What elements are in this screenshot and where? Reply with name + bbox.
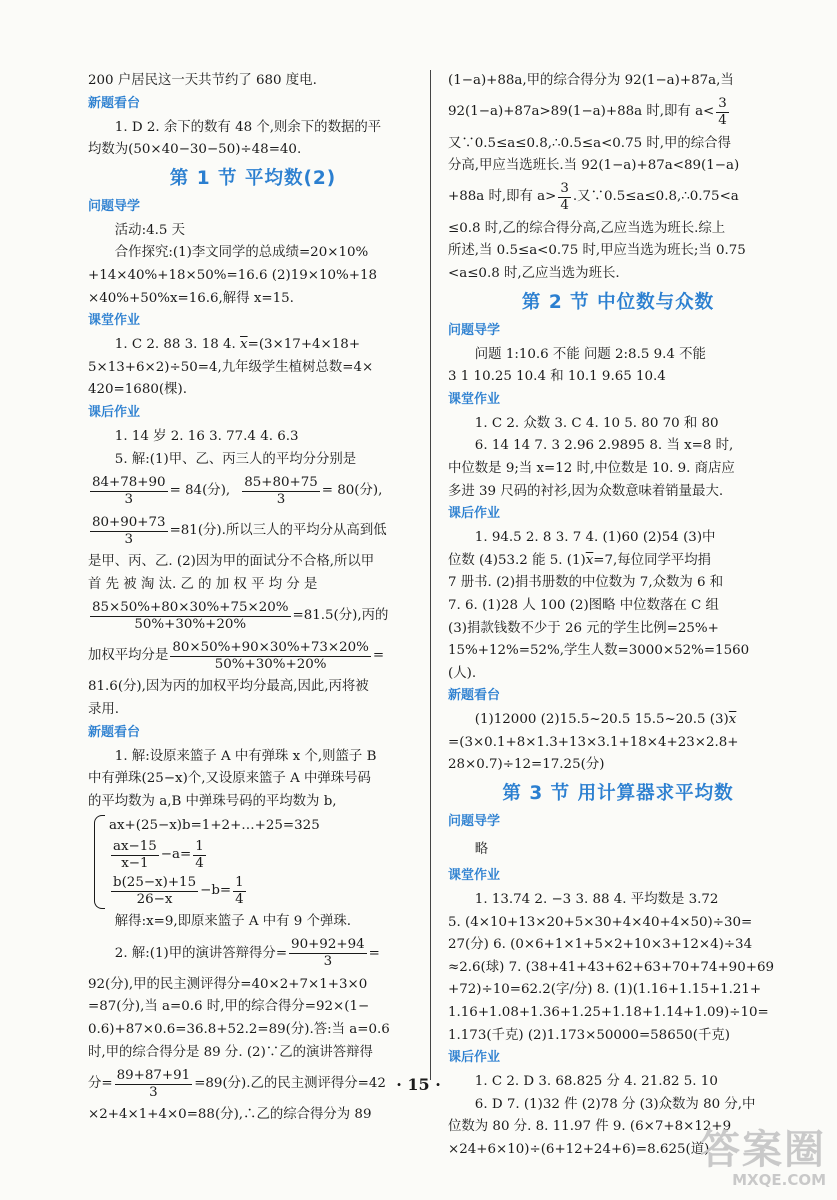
denominator: 3 [124,491,134,507]
numerator: ax−15 [113,838,157,854]
numerator: 90+92+94 [291,937,365,953]
text-line [448,550,788,573]
text-line: 位数为 80 分. 8. 11.97 件 9. (6×7+8×12+9 [448,1119,732,1135]
text-segment: 分= [88,1075,113,1091]
text-line: 又∵0.5≤a≤0.8,∴0.5≤a<0.75 时,甲的综合得 [448,135,731,151]
text-line: 多进 39 尺码的衬衫,因为众数意味着销量最大. [448,483,724,499]
text-segment: +88a 时,即有 a> [448,189,557,205]
watermark-logo [700,1128,826,1188]
text-line: 中位数是 9;当 x=12 时,中位数是 10. 9. 商店应 [448,460,735,476]
text-line: 均数为(50×40−30−50)÷48=40. [88,142,302,158]
numerator: 3 [718,96,727,112]
fraction-line [448,93,788,133]
numerator: 80×50%+90×30%+73×20% [172,639,369,655]
text-segment: = 80(分), [321,482,383,498]
equation [109,837,320,873]
fraction [193,839,206,872]
text-segment: =7,每位同学平均捐 [593,552,712,568]
text-line: 0.6)+87×0.6=36.8+52.2=89(分).答:当 a=0.6 [88,1022,390,1038]
text-line: 所述,当 0.5≤a<0.75 时,甲应当选为班长;当 0.75 [448,243,746,259]
text-line: 的平均数为 a,B 中弹珠号码的平均数为 b, [88,793,337,809]
heading-ketang: 课堂作业 [88,313,141,329]
section-title: 第 3 节 用计算器求平均数 [502,783,734,805]
fraction [233,875,246,908]
denominator: 3 [149,1084,158,1100]
text-line [88,334,418,357]
text-line: +72)÷10=62.2(字/分) 8. (1)(1.16+1.15+1.21+ [448,982,762,998]
text-segment: = [368,945,380,961]
text-line: 1. C 2. D 3. 68.825 分 4. 21.82 5. 10 [474,1074,718,1090]
numerator: 3 [560,181,569,197]
text-line: 420=1680(棵). [88,382,187,398]
denominator: 4 [560,198,569,214]
left-column [88,70,418,1127]
text-line: 7 册书. (2)捐书册数的中位数为 7,众数为 6 和 [448,575,724,591]
denominator: 3 [124,531,134,547]
heading-xintikan: 新题看台 [448,688,501,704]
text-segment: 2. 解:(1)甲的演讲答辩得分= [114,945,288,961]
text-segment: −a= [160,846,192,862]
text-segment: = [372,648,385,664]
fraction [558,181,571,214]
heading-ketang: 课堂作业 [448,391,501,407]
text-line: 28×0.7)÷12=17.25(分) [448,757,605,773]
heading-kehou: 课后作业 [448,1050,501,1066]
text-line: 1. 13.74 2. −3 3. 88 4. 平均数是 3.72 [474,892,719,908]
heading-kehou: 课后作业 [88,404,141,420]
text-line: 活动:4.5 天 [114,222,186,238]
equation [109,873,320,909]
fraction-line [448,178,788,218]
text-line: ×2+4×1+4×0=88(分),∴乙的综合得分为 89 [88,1107,372,1123]
watermark-title: 答案圈 [700,1127,826,1173]
text-line: 81.6(分),因为丙的加权平均分最高,因此,丙将被 [88,679,369,695]
text-segment: .又∵0.5≤a≤0.8,∴0.75<a [572,189,739,205]
text-line: 中有弹珠(25−x)个,又设原来篮子 A 中弹珠号码 [88,771,371,787]
fraction [289,937,367,970]
text-line: 问题 1:10.6 不能 问题 2:8.5 9.4 不能 [474,346,706,362]
denominator: 3 [276,491,286,507]
text-line: 5×13+6×2)÷50=4,九年级学生植树总数=4× [88,359,374,375]
right-column [448,70,788,1162]
text-line: 1. 94.5 2. 8 3. 7 4. (1)60 (2)54 (3)中 [474,530,716,546]
numerator: 1 [235,874,244,890]
text-line: 是甲、丙、乙. (2)因为甲的面试分不合格,所以甲 [88,554,375,570]
mean-symbol: $\overline{x}$ [240,337,248,353]
text-segment: 1. C 2. 88 3. 18 4. [114,337,241,353]
fraction [90,515,168,548]
text-line: 略 [474,842,489,858]
numerator: 84+78+90 [92,474,166,490]
heading-wenti: 问题导学 [448,322,501,338]
heading-ketang: 课堂作业 [448,868,501,884]
text-segment: 92(1−a)+87a>89(1−a)+88a 时,即有 a< [448,104,715,120]
text-line: (3)捐款钱数不少于 26 元的学生比例=25%+ [448,620,719,636]
denominator: 50%+30%+20% [214,656,327,672]
text-line: 3 1 10.25 10.4 和 10.1 9.65 10.4 [448,369,666,385]
text-line: +14×40%+18×50%=16.6 (2)19×10%+18 [88,267,378,283]
text-line: ≈2.6(球) 7. (38+41+43+62+63+70+74+90+69 [448,959,774,975]
equation: ax+(25−x)b=1+2+…+25=325 [109,818,320,834]
fraction [716,96,729,129]
text-line: 5. (4×10+13×20+5×30+4×40+4×50)÷30= [448,914,753,930]
fraction [111,839,159,872]
text-segment: =89(分).乙的民主测评得分=42 [194,1075,386,1091]
numerator: b(25−x)+15 [113,874,197,890]
fraction [242,475,320,508]
denominator: 4 [718,113,727,129]
fraction-line [88,471,418,511]
numerator: 80+90+73 [92,514,166,530]
fraction [170,640,371,673]
page-number: · 15 · [396,1075,441,1094]
text-line: 1.173(千克) (2)1.173×50000=58650(千克) [448,1027,730,1043]
denominator: 4 [195,855,204,871]
text-line: 录用. [88,701,120,717]
mean-symbol: $\overline{x}$ [585,552,594,568]
denominator: x−1 [121,855,149,871]
fraction [111,875,198,908]
text-segment: −b= [200,882,232,898]
text-line: 200 户居民这一天共节约了 680 度电. [88,73,317,88]
watermark-url: MXQE.COM [732,1171,826,1189]
text-line: 1. 解:设原来篮子 A 中有弹珠 x 个,则篮子 B [114,748,377,764]
numerator: 85+80+75 [244,474,318,490]
text-segment: 位数 (4)53.2 能 5. (1) [448,552,586,568]
text-line: (人). [448,665,477,681]
text-line: 1.16+1.08+1.36+1.25+1.18+1.14+1.09)÷10= [448,1005,769,1021]
text-line: <a≤0.8 时,乙应当选为班长. [448,265,620,281]
denominator: 50%+30%+20% [134,616,247,632]
text-segment: (1)12000 (2)15.5~20.5 15.5~20.5 (3) [474,712,729,728]
denominator: 26−x [136,891,173,907]
text-line: ×40%+50%x=16.6,解得 x=15. [88,290,294,306]
column-divider [430,70,431,1080]
text-line: 1. D 2. 余下的数有 48 个,则余下的数据的平 [114,119,382,135]
fraction [90,600,291,633]
text-line: 1. C 2. 众数 3. C 4. 10 5. 80 70 和 80 [474,415,719,431]
numerator: 85×50%+80×30%+75×20% [92,599,289,615]
text-segment: = 84(分), [169,482,231,498]
fraction-line [88,511,418,551]
text-line: 时,甲的综合得分是 89 分. (2)∵乙的演讲答辩得 [88,1044,373,1060]
numerator: 89+87+91 [116,1067,191,1083]
text-segment: 加权平均分是 [88,648,169,664]
text-line: 分高,甲应当选班长.当 92(1−a)+87a<89(1−a) [448,158,740,174]
text-line: 5. 解:(1)甲、乙、丙三人的平均分分别是 [114,451,357,467]
text-line: ≤0.8 时,乙的综合得分高,乙应当选为班长.综上 [448,220,726,236]
text-line: 27(分) 6. (0×6+1×1+5×2+10×3+12×4)÷34 [448,937,753,953]
text-line: 首 先 被 淘 汰. 乙 的 加 权 平 均 分 是 [88,576,318,592]
text-segment: =(3×17+4×18+ [247,337,361,353]
text-line: 6. D 7. (1)32 件 (2)78 分 (3)众数为 80 分,中 [474,1096,756,1112]
text-line: 合作探究:(1)李文同学的总成绩=20×10% [114,245,369,261]
equation-system [94,815,418,909]
heading-wenti: 问题导学 [448,814,501,830]
text-line: =(3×0.1+8×1.3+13×3.1+18×4+23×2.8+ [448,734,739,750]
text-segment: =81.5(分),丙的 [292,608,389,624]
fraction-line [88,636,418,676]
text-line: 7. 6. (1)28 人 100 (2)图略 中位数落在 C 组 [448,597,719,613]
denominator: 3 [323,954,333,970]
text-line: (1−a)+88a,甲的综合得分为 92(1−a)+87a,当 [448,73,734,88]
text-segment: =81(分).所以三人的平均分从高到低 [169,522,387,538]
section-title: 第 1 节 平均数(2) [169,167,337,189]
heading-wenti: 问题导学 [88,198,141,214]
numerator: 1 [195,838,204,854]
text-line: ×24+6×10)÷(6+12+24+6)=8.625(道) [448,1142,710,1157]
heading-xintikan: 新题看台 [88,724,141,740]
mean-symbol: $\overline{x}$ [728,712,737,728]
heading-kehou: 课后作业 [448,506,501,522]
section-title: 第 2 节 中位数与众数 [521,291,715,313]
heading-xintikan: 新题看台 [88,95,141,111]
text-line: 1. 14 岁 2. 16 3. 77.4 4. 6.3 [114,428,299,444]
fraction-line [88,934,418,974]
equation-rows [109,815,320,909]
denominator: 4 [235,891,244,907]
text-line: 6. 14 14 7. 3 2.96 2.9895 8. 当 x=8 时, [474,438,734,454]
text-line: 解得:x=9,即原来篮子 A 中有 9 个弹珠. [114,914,352,930]
fraction-line [88,596,418,636]
text-line: 15%+12%=52%,学生人数=3000×52%=1560 [448,643,750,659]
fraction [90,475,168,508]
text-line: 92(分),甲的民主测评得分=40×2+7×1+3×0 [88,976,368,992]
text-line [448,709,788,732]
brace-icon [94,815,105,909]
text-line: =87(分),当 a=0.6 时,甲的综合得分=92×(1− [88,999,370,1015]
